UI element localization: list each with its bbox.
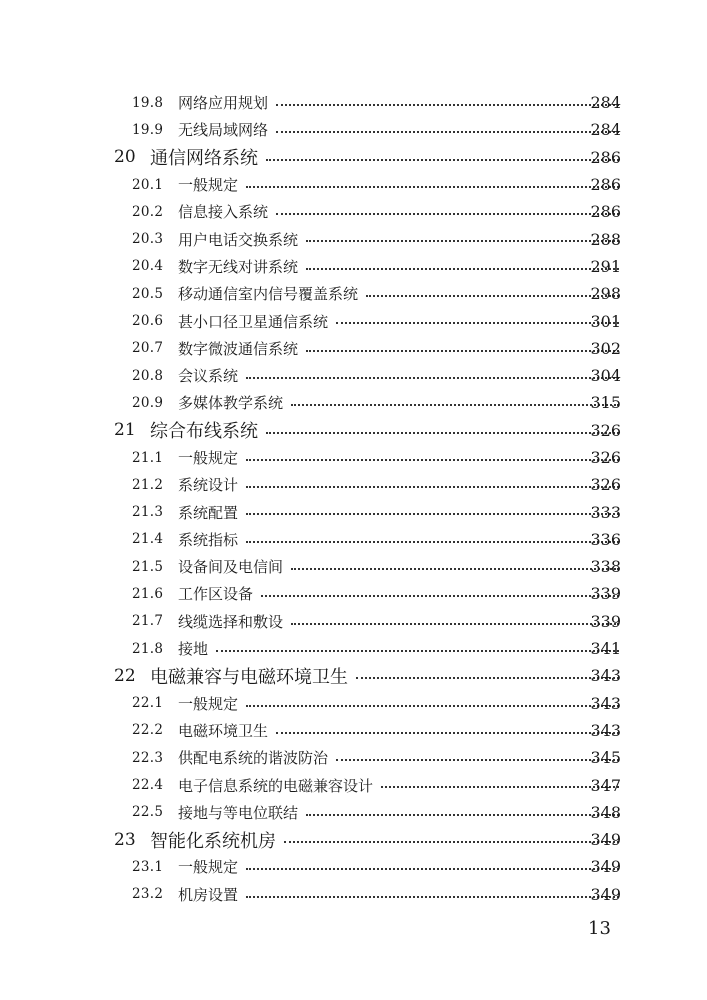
toc-section-entry <box>0 198 707 225</box>
toc-entry-title: 甚小口径卫星通信系统 <box>178 312 329 331</box>
toc-dot-leader <box>266 159 619 161</box>
toc-entry-number: 20.6 <box>132 313 164 330</box>
toc-dot-leader <box>266 432 619 434</box>
toc-dot-leader <box>306 268 619 270</box>
toc-section-entry <box>0 717 707 744</box>
toc-entry-title: 系统设计 <box>178 476 239 495</box>
toc-dot-leader <box>246 541 619 543</box>
toc-entry-page: 341 <box>590 639 621 659</box>
toc-entry-title: 电磁兼容与电磁环境卫生 <box>150 666 348 688</box>
toc-dot-leader <box>246 513 619 515</box>
toc-dot-leader <box>246 459 619 461</box>
toc-section-entry <box>0 253 707 280</box>
toc-entry-page: 343 <box>590 666 621 686</box>
toc-dot-leader <box>336 322 619 324</box>
toc-entry-number: 20.5 <box>132 285 164 302</box>
toc-entry-page: 302 <box>590 338 621 358</box>
toc-entry-title: 一般规定 <box>178 858 239 877</box>
toc-chapter-entry <box>0 662 707 689</box>
toc-entry-number: 21.8 <box>132 640 164 657</box>
toc-section-entry <box>0 744 707 771</box>
toc-entry-title: 接地与等电位联结 <box>178 803 299 822</box>
toc-entry-number: 22.2 <box>132 722 164 739</box>
toc-section-entry <box>0 362 707 389</box>
toc-entry-title: 会议系统 <box>178 367 239 386</box>
toc-entry-page: 333 <box>590 502 621 522</box>
toc-entry-page: 298 <box>590 284 621 304</box>
toc-entry-title: 用户电话交换系统 <box>178 230 299 249</box>
toc-entry-title: 无线局域网络 <box>178 121 269 140</box>
toc-dot-leader <box>291 404 619 406</box>
toc-entry-page: 343 <box>590 693 621 713</box>
toc-entry-title: 通信网络系统 <box>150 148 258 170</box>
toc-section-entry <box>0 444 707 471</box>
toc-entry-title: 系统配置 <box>178 503 239 522</box>
toc-entry-title: 网络应用规划 <box>178 94 269 113</box>
toc-entry-title: 供配电系统的谐波防治 <box>178 749 329 768</box>
toc-entry-page: 291 <box>590 256 621 276</box>
toc-entry-page: 326 <box>590 475 621 495</box>
toc-entry-title: 数字微波通信系统 <box>178 339 299 358</box>
toc-dot-leader <box>276 213 619 215</box>
toc-section-entry <box>0 471 707 498</box>
toc-entry-title: 电子信息系统的电磁兼容设计 <box>178 776 374 795</box>
page-number: 13 <box>588 918 611 939</box>
toc-entry-number: 20.8 <box>132 367 164 384</box>
toc-entry-number: 22.4 <box>132 777 164 794</box>
toc-dot-leader <box>216 650 619 652</box>
toc-dot-leader <box>261 595 619 597</box>
toc-entry-page: 284 <box>590 120 621 140</box>
toc-entry-page: 286 <box>590 175 621 195</box>
toc-entry-page: 284 <box>590 93 621 113</box>
toc-chapter-entry <box>0 826 707 853</box>
toc-dot-leader <box>306 350 619 352</box>
toc-section-entry <box>0 853 707 880</box>
toc-entry-page: 286 <box>590 202 621 222</box>
toc-entry-number: 20 <box>114 147 136 168</box>
toc-dot-leader <box>246 868 619 870</box>
toc-entry-title: 多媒体教学系统 <box>178 394 284 413</box>
toc-dot-leader <box>336 759 619 761</box>
toc-entry-number: 20.2 <box>132 203 164 220</box>
toc-dot-leader <box>246 705 619 707</box>
toc-entry-number: 22.3 <box>132 749 164 766</box>
toc-section-entry <box>0 771 707 798</box>
toc-entry-page: 288 <box>590 229 621 249</box>
toc-chapter-entry <box>0 144 707 171</box>
toc-dot-leader <box>246 186 619 188</box>
toc-entry-number: 20.4 <box>132 258 164 275</box>
toc-dot-leader <box>306 814 619 816</box>
toc-dot-leader <box>246 486 619 488</box>
toc-entry-title: 线缆选择和敷设 <box>178 612 284 631</box>
toc-entry-number: 19.8 <box>132 94 164 111</box>
toc-entry-number: 21.2 <box>132 476 164 493</box>
toc-entry-page: 349 <box>590 857 621 877</box>
toc-entry-title: 智能化系统机房 <box>150 830 276 852</box>
toc-entry-page: 338 <box>590 557 621 577</box>
toc-section-entry <box>0 881 707 908</box>
toc-section-entry <box>0 498 707 525</box>
toc-section-entry <box>0 335 707 362</box>
toc-entry-number: 20.1 <box>132 176 164 193</box>
toc-entry-number: 21.6 <box>132 585 164 602</box>
toc-entry-number: 23 <box>114 829 136 850</box>
toc-entry-number: 21.5 <box>132 558 164 575</box>
toc-section-entry <box>0 553 707 580</box>
toc-dot-leader <box>284 841 619 843</box>
toc-entry-number: 21.1 <box>132 449 164 466</box>
toc-entry-title: 综合布线系统 <box>150 421 258 443</box>
toc-section-entry <box>0 580 707 607</box>
toc-section-entry <box>0 171 707 198</box>
toc-entry-title: 一般规定 <box>178 449 239 467</box>
toc-entry-title: 工作区设备 <box>178 585 254 604</box>
toc-entry-page: 339 <box>590 611 621 631</box>
toc-dot-leader <box>356 677 619 679</box>
toc-entry-title: 数字无线对讲系统 <box>178 257 299 276</box>
toc-entry-title: 设备间及电信间 <box>178 558 284 577</box>
toc-entry-page: 336 <box>590 529 621 549</box>
toc-entry-page: 347 <box>590 775 621 795</box>
toc-entry-page: 348 <box>590 802 621 822</box>
toc-dot-leader <box>291 623 619 625</box>
toc-entry-number: 20.7 <box>132 340 164 357</box>
toc-dot-leader <box>276 104 619 106</box>
toc-entry-number: 23.2 <box>132 886 164 903</box>
toc-entry-page: 349 <box>590 830 621 850</box>
toc-entry-page: 349 <box>590 884 621 904</box>
toc-entry-number: 21.7 <box>132 613 164 630</box>
toc-section-entry <box>0 690 707 717</box>
toc-dot-leader <box>246 377 619 379</box>
toc-dot-leader <box>291 568 619 570</box>
toc-entry-title: 移动通信室内信号覆盖系统 <box>178 285 359 304</box>
toc-entry-number: 21 <box>114 420 136 441</box>
toc-entry-title: 机房设置 <box>178 885 239 904</box>
toc-entry-title: 接地 <box>178 640 209 659</box>
toc-entry-number: 23.1 <box>132 858 164 875</box>
toc-section-entry <box>0 280 707 307</box>
toc-entry-number: 21.4 <box>132 531 164 548</box>
toc-section-entry <box>0 799 707 826</box>
toc-entry-page: 326 <box>590 420 621 440</box>
toc-entry-number: 20.3 <box>132 231 164 248</box>
toc-entry-page: 339 <box>590 584 621 604</box>
toc-entry-title: 一般规定 <box>178 176 239 195</box>
toc-section-entry <box>0 635 707 662</box>
toc-section-entry <box>0 89 707 116</box>
toc-section-entry <box>0 608 707 635</box>
toc-entry-page: 326 <box>590 448 621 467</box>
toc-section-entry <box>0 389 707 416</box>
toc-section-entry <box>0 116 707 143</box>
toc-chapter-entry <box>0 417 707 444</box>
toc-entry-page: 286 <box>590 147 621 167</box>
toc-entry-page: 343 <box>590 720 621 740</box>
toc-entry-number: 22.5 <box>132 804 164 821</box>
toc-entry-page: 301 <box>590 311 621 331</box>
toc-entry-number: 21.3 <box>132 504 164 521</box>
toc-section-entry <box>0 526 707 553</box>
toc-entry-title: 一般规定 <box>178 694 239 713</box>
toc-entry-number: 19.9 <box>132 121 164 138</box>
toc-dot-leader <box>306 240 619 242</box>
toc-dot-leader <box>276 131 619 133</box>
toc-entry-page: 345 <box>590 748 621 768</box>
toc-entry-number: 20.9 <box>132 394 164 411</box>
toc-dot-leader <box>246 896 619 898</box>
toc-entry-page: 304 <box>590 366 621 386</box>
toc-entry-title: 电磁环境卫生 <box>178 721 269 740</box>
toc-entry-page: 315 <box>590 393 621 413</box>
toc-entry-number: 22 <box>114 665 136 686</box>
toc-entry-title: 信息接入系统 <box>178 203 269 222</box>
toc-dot-leader <box>276 732 619 734</box>
toc-entry-title: 系统指标 <box>178 530 239 549</box>
toc-section-entry <box>0 307 707 334</box>
table-of-contents <box>0 89 707 908</box>
toc-section-entry <box>0 225 707 252</box>
toc-entry-number: 22.1 <box>132 695 164 712</box>
